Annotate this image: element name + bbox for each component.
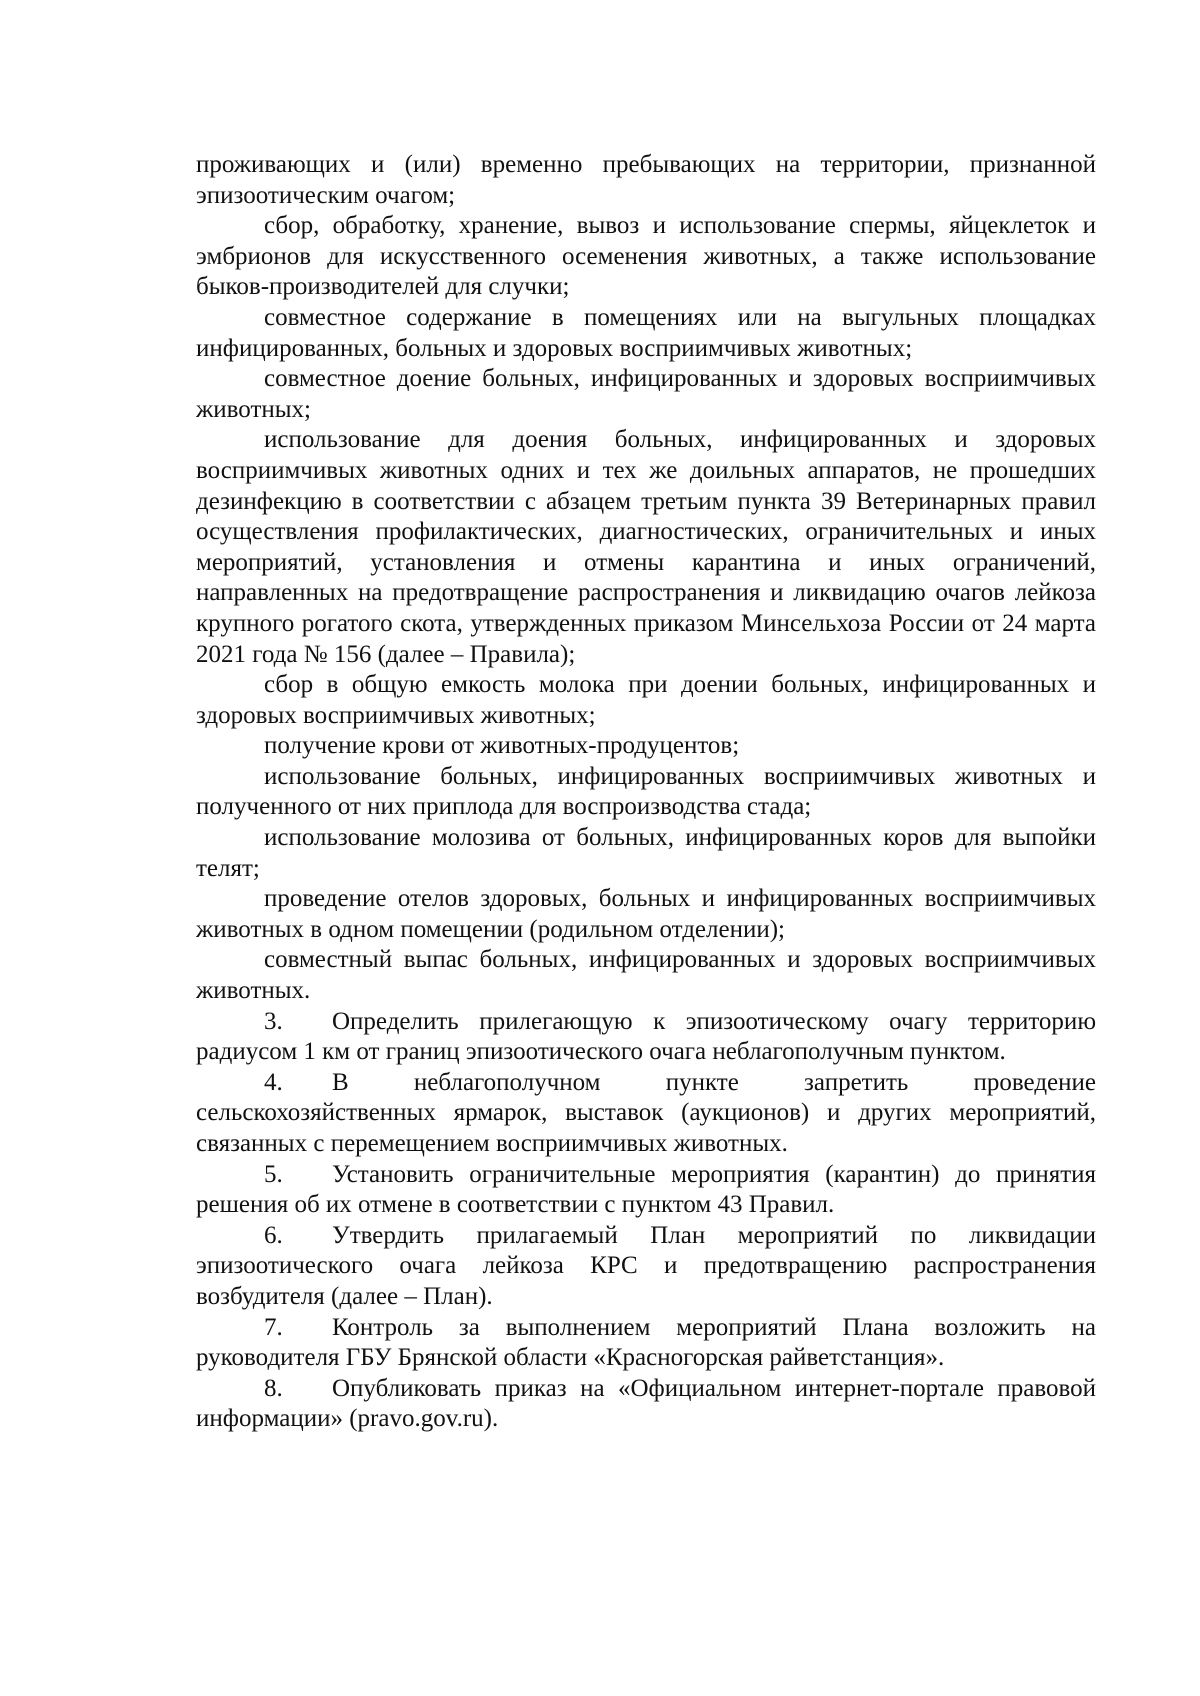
item-number: 6. [264,1221,283,1249]
numbered-item [196,1007,1096,1068]
paragraph: сбор, обработку, хранение, вывоз и использование спермы, яйцеклеток и эмбрионов для искусственного осеменения животных, а также использование быков-производителей для случки; [196,212,1096,301]
item-text: Утвердить прилагаемый План мероприятий по ликвидации эпизоотического очага лейкоза КРС и предотвращению распространения возбудителя (далее – План). [196,1221,1096,1310]
numbered-item [196,1160,1096,1221]
numbered-item [196,1221,1096,1313]
numbered-item [196,1374,1096,1435]
paragraph: совместное доение больных, инфицированных и здоровых восприимчивых животных; [196,365,1096,423]
paragraph: совместный выпас больных, инфицированных и здоровых восприимчивых животных. [196,946,1096,1005]
paragraph: совместное содержание в помещениях или на выгульных площадках инфицированных, больных и здоровых восприимчивых животных; [196,303,1096,362]
item-number: 4. [264,1068,283,1096]
paragraph: проживающих и (или) временно пребывающих на территории, признанной эпизоотическим очагом; [196,151,1096,209]
item-number: 8. [264,1374,283,1402]
item-text: В неблагополучном пункте запретить проведение сельскохозяйственных ярмарок, выставок (аукционов) и других мероприятий, связанных с перемещением восприимчивых животных. [196,1068,1096,1157]
numbered-item [196,1068,1096,1160]
item-text: Опубликовать приказ на «Официальном интернет-портале правовой информации» (pravo.gov.ru). [196,1374,1096,1433]
item-number: 7. [264,1313,283,1341]
item-number: 5. [264,1160,283,1188]
document-page [196,150,1096,1435]
paragraph: использование для доения больных, инфицированных и здоровых восприимчивых животных одних и тех же доильных аппаратов, не прошедших дезинфекцию в соответствии с абзацем третьим пункта 39 Ветеринарных правил осуществления профилактических, диагностических, ограничительных и иных мероприятий, установления и отмены карантина и иных ограничений, направленных на предотвращение распространения и ликвидацию очагов лейкоза крупного рогатого скота, утвержденных приказом Минсельхоза России от 24 марта 2021 года № 156 (далее – Правила); [196,426,1096,668]
item-text: Контроль за выполнением мероприятий Плана возложить на руководителя ГБУ Брянской области «Красногорская райветстанция». [196,1313,1096,1372]
paragraph: сбор в общую емкость молока при доении больных, инфицированных и здоровых восприимчивых животных; [196,671,1096,729]
paragraph: использование молозива от больных, инфицированных коров для выпойки телят; [196,824,1096,882]
paragraph: использование больных, инфицированных восприимчивых животных и полученного от них приплода для воспроизводства стада; [196,762,1096,821]
item-text: Установить ограничительные мероприятия (карантин) до принятия решения об их отмене в соответствии с пунктом 43 Правил. [196,1160,1096,1219]
numbered-item [196,1313,1096,1374]
paragraph: получение крови от животных-продуцентов; [264,732,740,760]
paragraph: проведение отелов здоровых, больных и инфицированных восприимчивых животных в одном помещении (родильном отделении); [196,885,1096,943]
item-text: Определить прилегающую к эпизоотическому очагу территорию радиусом 1 км от границ эпизоотического очага неблагополучным пунктом. [196,1007,1096,1066]
item-number: 3. [264,1007,283,1035]
